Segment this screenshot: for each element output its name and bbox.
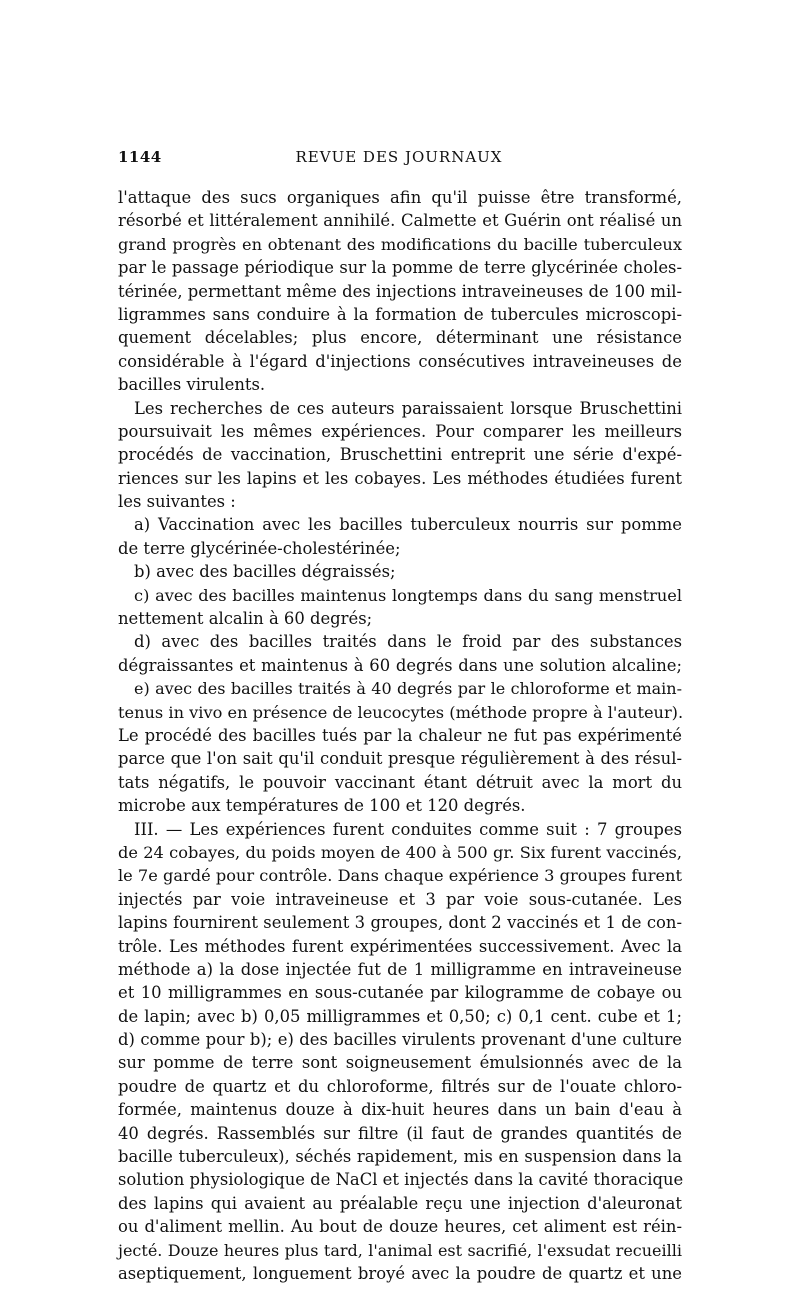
text-line: tenus in vivo en présence de leucocytes (méthode propre à l'auteur). — [118, 702, 684, 722]
page-number: 1144 — [118, 148, 162, 166]
text-line: térinée, permettant même des injections intraveineuses de 100 mil- — [118, 281, 682, 301]
text-line: et 10 milligrammes en sous-cutanée par kilogramme de cobaye ou — [118, 983, 682, 1003]
text-line: aseptiquement, longuement broyé avec la poudre de quartz et une — [118, 1263, 682, 1283]
text-line: sur pomme de terre sont soigneusement émulsionnés avec de la — [118, 1053, 682, 1073]
text-line: c) avec des bacilles maintenus longtemps dans du sang menstruel — [134, 585, 682, 605]
text-line: Le procédé des bacilles tués par la chaleur ne fut pas expérimenté — [118, 725, 682, 745]
text-line: poursuivait les mêmes expériences. Pour comparer les meilleurs — [118, 421, 682, 441]
text-line: d) avec des bacilles traités dans le froid par des substances — [134, 632, 682, 652]
text-line: a) Vaccination avec les bacilles tuberculeux nourris sur pomme — [134, 515, 682, 535]
text-line: bacille tuberculeux), séchés rapidement, mis en suspension dans la — [118, 1147, 682, 1167]
text-line: b) avec des bacilles dégraissés; — [134, 562, 396, 582]
text-line: des lapins qui avaient au préalable reçu une injection d'aleuronat — [118, 1193, 682, 1213]
text-line: injectés par voie intraveineuse et 3 par voie sous-cutanée. Les — [118, 889, 682, 909]
text-line: solution physiologique de NaCl et injectés dans la cavité thoracique — [118, 1170, 684, 1190]
text-line: procédés de vaccination, Bruschettini entreprit une série d'expé- — [118, 445, 682, 465]
text-line: riences sur les lapins et les cobayes. Les méthodes étudiées furent — [118, 468, 682, 488]
text-line: e) avec des bacilles traités à 40 degrés par le chloroforme et main- — [134, 679, 682, 699]
text-line: les suivantes : — [118, 492, 236, 512]
text-line: le 7e gardé pour contrôle. Dans chaque expérience 3 groupes furent — [118, 866, 682, 886]
text-line: Les recherches de ces auteurs paraissaient lorsque Bruschettini — [134, 398, 682, 418]
text-line: ligrammes sans conduire à la formation de tubercules microscopi- — [118, 304, 682, 324]
text-line: parce que l'on sait qu'il conduit presque régulièrement à des résul- — [118, 749, 682, 769]
text-line: de terre glycérinée-cholestérinée; — [118, 538, 401, 558]
text-line: par le passage périodique sur la pomme de terre glycérinée choles- — [118, 258, 682, 278]
text-line: considérable à l'égard d'injections consécutives intraveineuses de — [118, 351, 682, 371]
text-line: de 24 cobayes, du poids moyen de 400 à 500 gr. Six furent vaccinés, — [118, 842, 682, 862]
text-line: nettement alcalin à 60 degrés; — [118, 609, 373, 629]
text-line: l'attaque des sucs organiques afin qu'il puisse être transformé, — [118, 188, 682, 207]
text-line: 40 degrés. Rassemblés sur filtre (il faut de grandes quantités de — [118, 1123, 682, 1143]
page-header — [118, 148, 680, 172]
text-line: microbe aux températures de 100 et 120 degrés. — [118, 796, 526, 816]
text-line: résorbé et littéralement annihilé. Calmette et Guérin ont réalisé un — [118, 211, 682, 231]
text-line: tats négatifs, le pouvoir vaccinant étant détruit avec la mort du — [118, 772, 682, 792]
text-line: méthode a) la dose injectée fut de 1 milligramme en intraveineuse — [118, 959, 682, 979]
text-line: lapins fournirent seulement 3 groupes, dont 2 vaccinés et 1 de con- — [118, 913, 682, 933]
text-line: ou d'aliment mellin. Au bout de douze heures, cet aliment est réin- — [118, 1217, 682, 1237]
text-line: d) comme pour b); e) des bacilles virulents provenant d'une culture — [118, 1030, 682, 1050]
article-body — [118, 186, 682, 1285]
text-line: III. — Les expériences furent conduites comme suit : 7 groupes — [134, 819, 682, 839]
text-line: de lapin; avec b) 0,05 milligrammes et 0,50; c) 0,1 cent. cube et 1; — [118, 1006, 682, 1026]
text-line: quement décelables; plus encore, déterminant une résistance — [118, 328, 682, 348]
text-line: bacilles virulents. — [118, 375, 266, 395]
text-line: dégraissantes et maintenus à 60 degrés dans une solution alcaline; — [118, 655, 682, 675]
text-line: jecté. Douze heures plus tard, l'animal est sacrifié, l'exsudat recueilli — [118, 1240, 682, 1260]
text-line: poudre de quartz et du chloroforme, filtrés sur de l'ouate chloro- — [118, 1076, 682, 1096]
text-line: formée, maintenus douze à dix-huit heures dans un bain d'eau à — [118, 1100, 682, 1120]
text-line: trôle. Les méthodes furent expérimentées successivement. Avec la — [118, 936, 682, 956]
running-title: REVUE DES JOURNAUX — [295, 148, 503, 166]
text-line: grand progrès en obtenant des modifications du bacille tuberculeux — [118, 234, 682, 254]
